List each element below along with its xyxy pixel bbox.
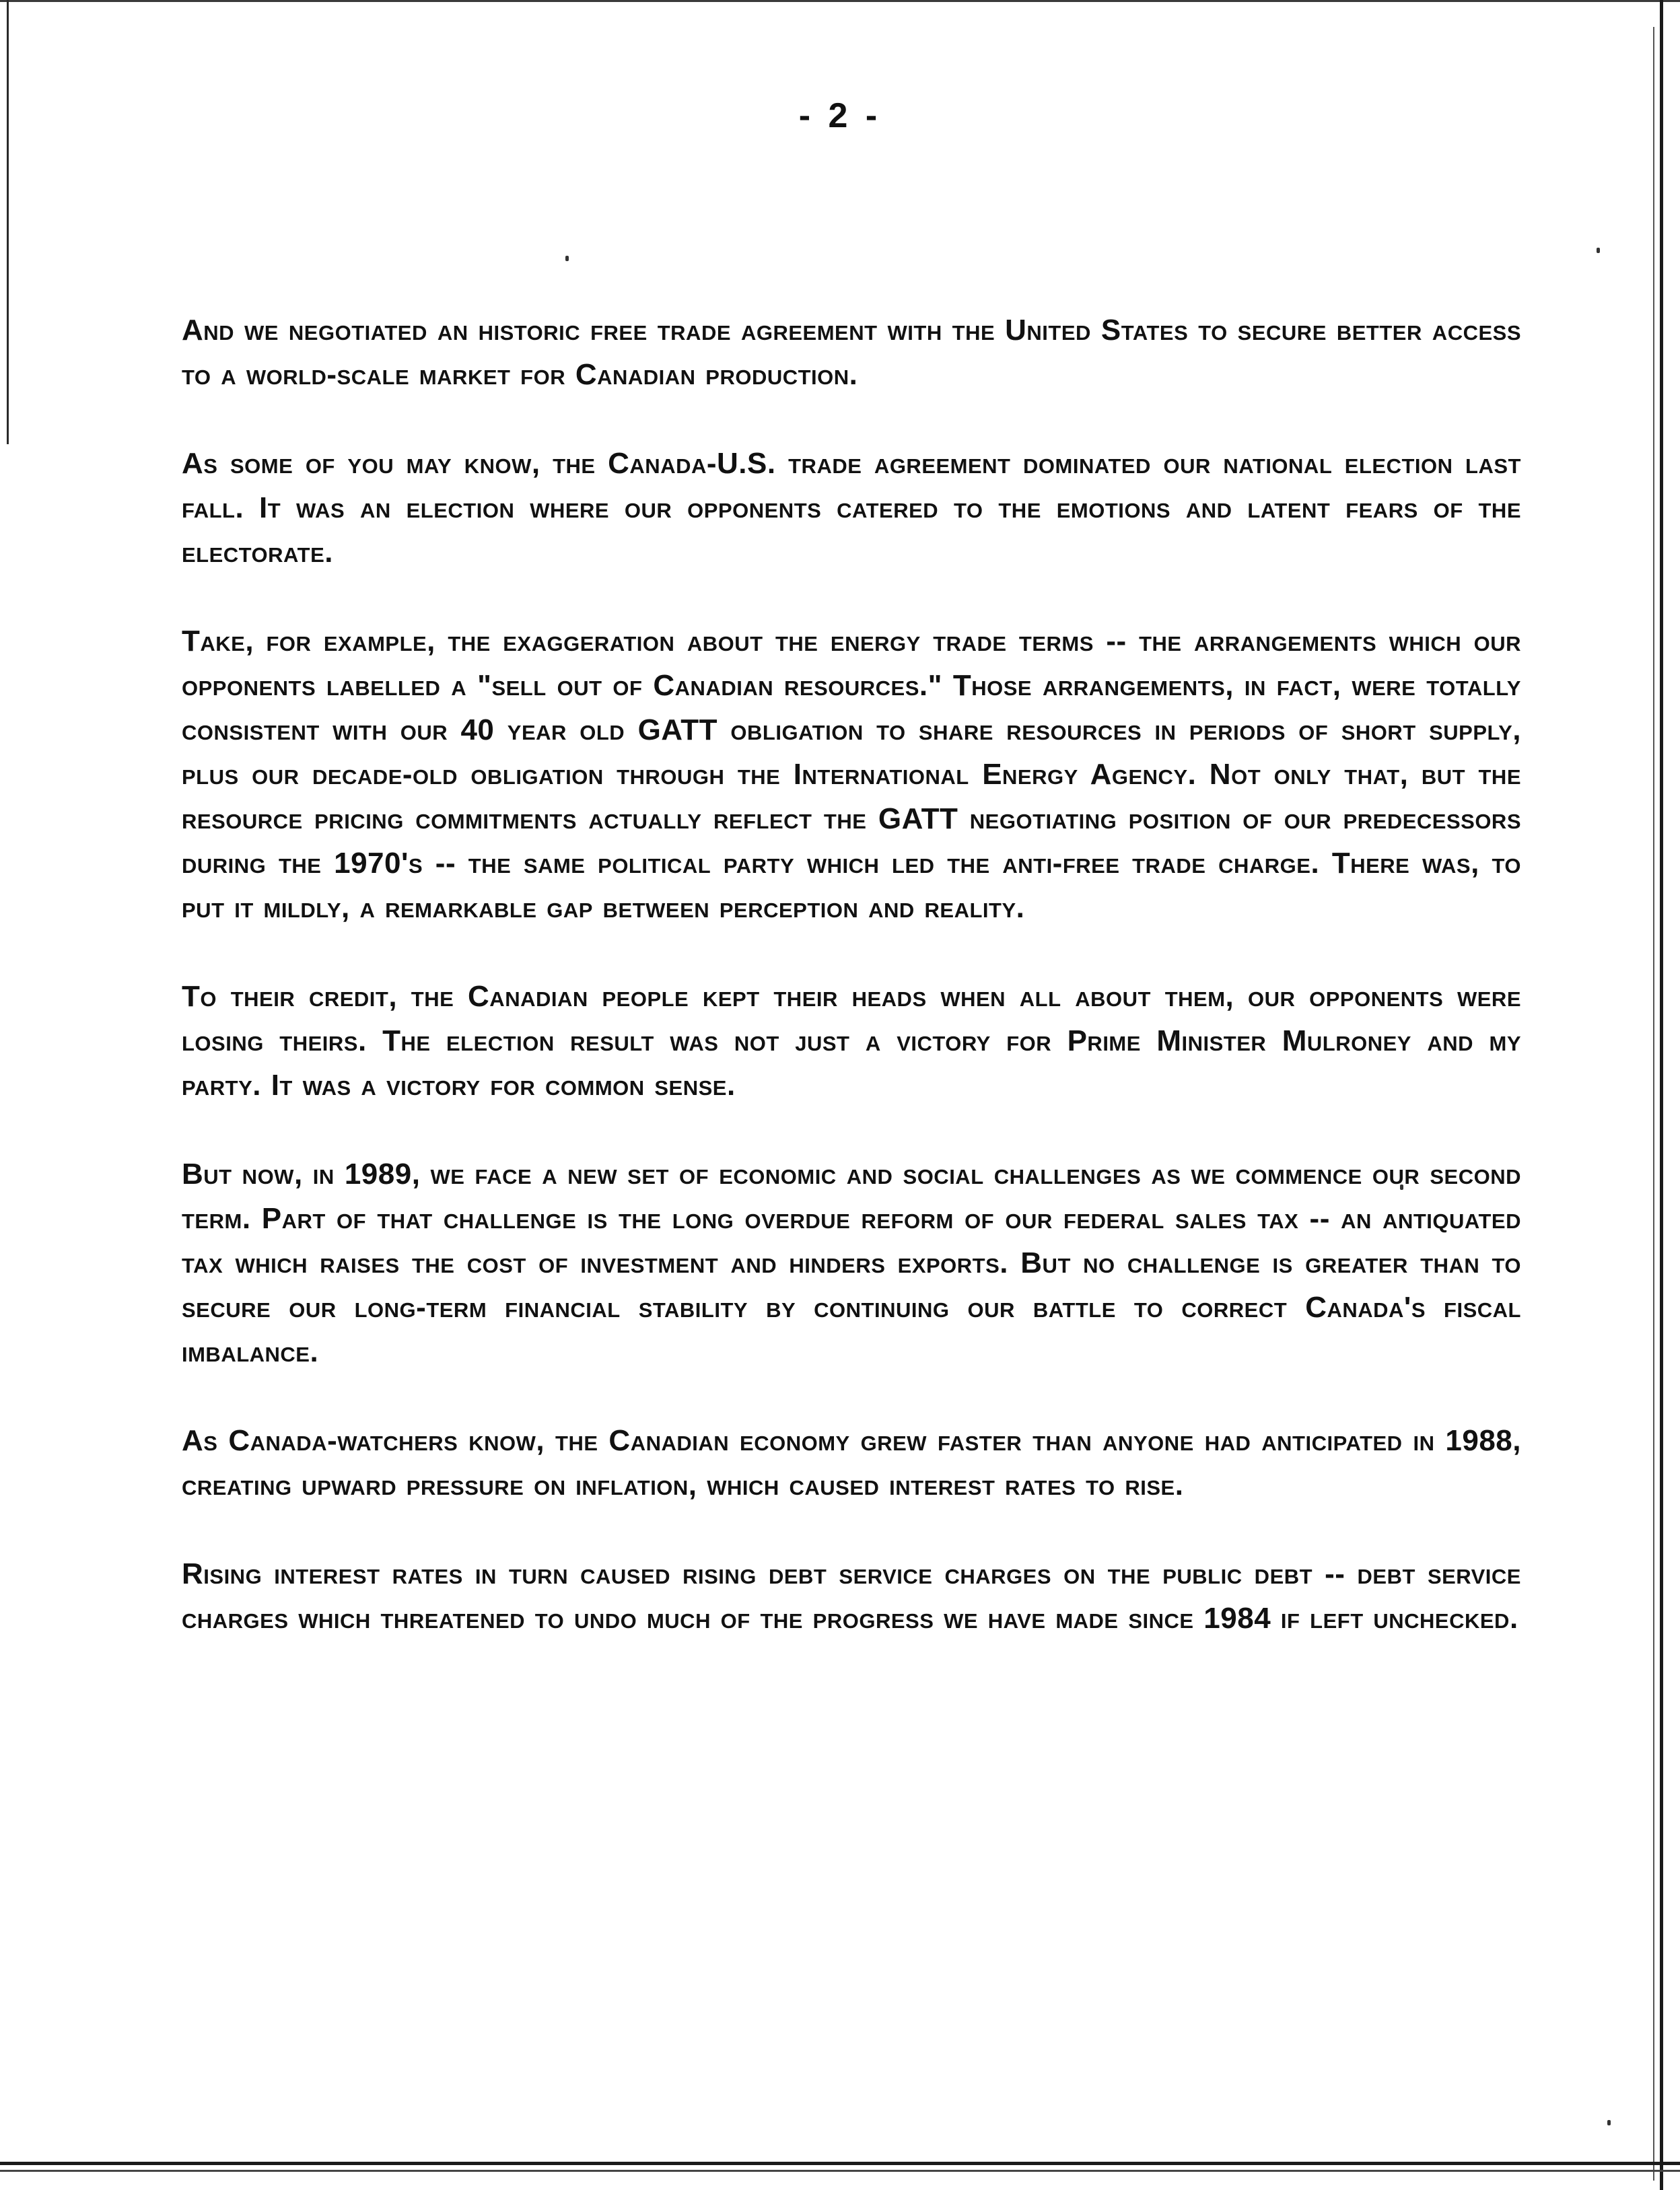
scan-speck	[1607, 2120, 1611, 2125]
scan-right-inner-edge	[1653, 27, 1654, 2181]
scan-bottom-edge	[0, 2162, 1680, 2165]
scan-speck	[1597, 248, 1600, 253]
scan-top-edge	[0, 0, 1680, 2]
paragraph-energy-trade-terms: Take, for example, the exaggeration about the energy trade terms -- the arrangements which our opponents labelled a "sell out of Canadian resources." Those arrangements, in fact, were totally consistent with our 40 year old GATT obligation to share resources in periods of short supply, plus our decade-old obligation through the International Energy Agency. Not only that, but the resource pricing commitments actually reflect the GATT negotiating position of our predecessors during the 1970's -- the same political party which led the anti-free trade charge. There was, to put it mildly, a remarkable gap between perception and reality.	[182, 625, 1521, 924]
paragraph-new-challenges-1989: But now, in 1989, we face a new set of economic and social challenges as we commence our second term. Part of that challenge is the long overdue reform of our federal sales tax -- an antiquated tax which raises the cost of investment and hinders exports. But no challenge is greater than to secure our long-term financial stability by continuing our battle to correct Canada's fiscal imbalance.	[182, 1158, 1521, 1368]
paragraph-economy-growth: As Canada-watchers know, the Canadian economy grew faster than anyone had anticipated in 1988, creating upward pressure on inflation, which caused interest rates to rise.	[182, 1424, 1521, 1502]
scan-bottom-edge-secondary	[0, 2170, 1680, 2172]
scan-right-edge	[1660, 0, 1663, 2190]
paragraph-canadian-people: To their credit, the Canadian people kept their heads when all about them, our opponents were losing theirs. The election result was not just a victory for Prime Minister Mulroney and my party. It was a victory for common sense.	[182, 980, 1521, 1102]
paragraph-interest-rates: Rising interest rates in turn caused rising debt service charges on the public debt -- debt service charges which threatened to undo much of the progress we have made since 1984 if left unchecked.	[182, 1557, 1521, 1635]
page-number: - 2 -	[798, 96, 882, 135]
scan-left-edge	[7, 0, 9, 444]
scan-speck	[565, 256, 569, 261]
paragraph-free-trade-agreement: And we negotiated an historic free trade agreement with the United States to secure better access to a world-scale market for Canadian production.	[182, 314, 1521, 391]
paragraph-national-election: As some of you may know, the Canada-U.S. trade agreement dominated our national election last fall. It was an election where our opponents catered to the emotions and latent fears of the electorate.	[182, 447, 1521, 569]
document-body	[182, 308, 1521, 1685]
